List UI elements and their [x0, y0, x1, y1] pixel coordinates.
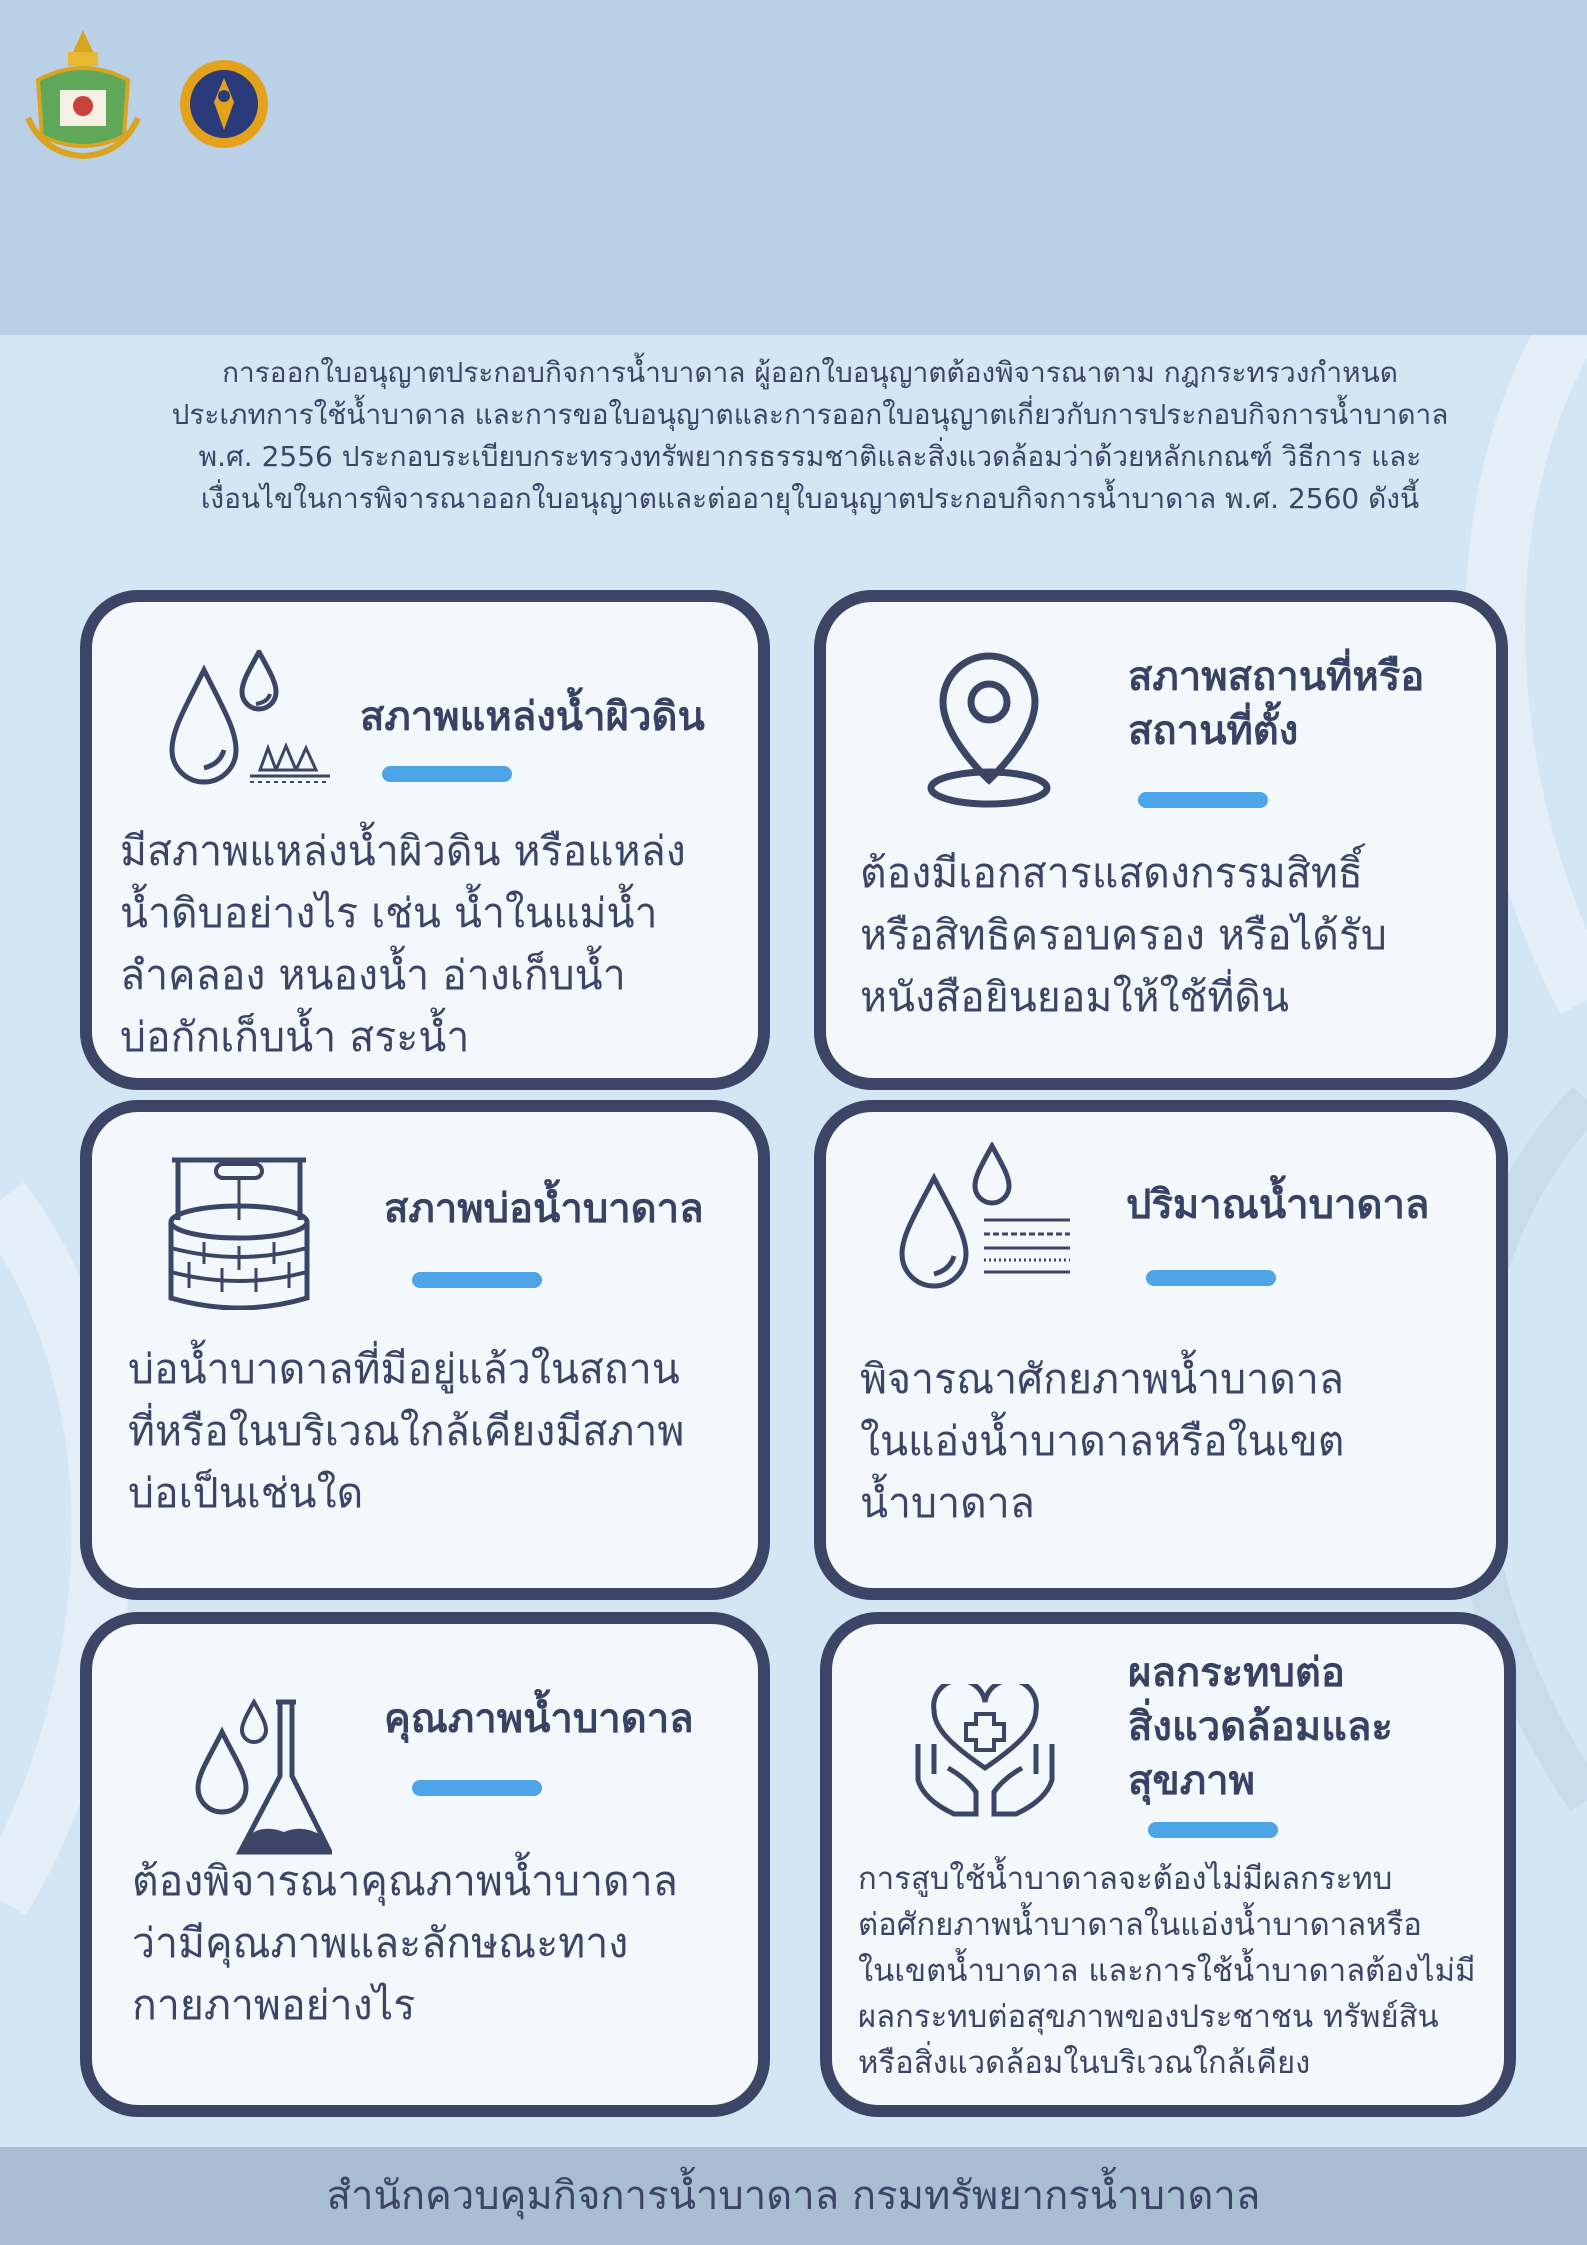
card-title: สภาพสถานที่หรือ สถานที่ตั้ง — [1128, 654, 1425, 754]
header-band — [0, 0, 1587, 335]
card-title: คุณภาพน้ำบาดาล — [384, 1696, 694, 1742]
water-drops-soil-layers-icon — [894, 1142, 1074, 1292]
card-body: พิจารณาศักยภาพน้ำบาดาล ในแอ่งน้ำบาดาลหรือในเขต น้ำบาดาล — [860, 1355, 1345, 1527]
intro-line: เงื่อนไขในการพิจารณาออกใบอนุญาตและต่ออายุใบอนุญาตประกอบกิจการน้ำบาดาล พ.ศ. 2560 ดังนี้ — [200, 482, 1420, 515]
accent-bar — [382, 766, 512, 782]
card-well-condition — [80, 1100, 770, 1600]
card-body: ต้องพิจารณาคุณภาพน้ำบาดาล ว่ามีคุณภาพและลักษณะทาง กายภาพอย่างไร — [132, 1857, 678, 2029]
card-groundwater-quality — [80, 1612, 770, 2117]
accent-bar — [412, 1272, 542, 1288]
footer-agency-name: สำนักควบคุมกิจการน้ำบาดาล กรมทรัพยากรน้ำบาดาล — [0, 2147, 1587, 2245]
card-body: บ่อน้ำบาดาลที่มีอยู่แล้วในสถาน ที่หรือในบริเวณใกล้เคียงมีสภาพ บ่อเป็นเช่นใด — [128, 1345, 685, 1517]
water-well-icon — [164, 1150, 314, 1310]
accent-bar — [412, 1780, 542, 1796]
location-pin-icon — [924, 650, 1054, 810]
card-body: ต้องมีเอกสารแสดงกรรมสิทธิ์ หรือสิทธิครอบครอง หรือได้รับ หนังสือยินยอมให้ใช้ที่ดิน — [860, 849, 1387, 1021]
card-body: มีสภาพแหล่งน้ำผิวดิน หรือแหล่ง น้ำดิบอย่างไร เช่น น้ำในแม่น้ำ ลำคลอง หนองน้ำ อ่างเก็บน้ำ บ่อกักเก็บน้ำ สระน้ำ — [120, 827, 686, 1061]
intro-line: ประเภทการใช้น้ำบาดาล และการขอใบอนุญาตและการออกใบอนุญาตเกี่ยวกับการประกอบกิจการน้ำบาดาล — [171, 398, 1449, 431]
card-site-location — [814, 590, 1508, 1090]
card-environment-health-impact — [820, 1612, 1516, 2117]
ministry-seal-logo — [24, 28, 142, 160]
intro-paragraph — [130, 352, 1490, 520]
card-surface-water — [80, 590, 770, 1090]
card-title: สภาพบ่อน้ำบาดาล — [384, 1186, 704, 1232]
card-title: ปริมาณน้ำบาดาล — [1126, 1182, 1430, 1228]
intro-line: พ.ศ. 2556 ประกอบระเบียบกระทรวงทรัพยากรธรรมชาติและสิ่งแวดล้อมว่าด้วยหลักเกณฑ์ วิธีการ และ — [198, 440, 1422, 473]
intro-line: การออกใบอนุญาตประกอบกิจการน้ำบาดาล ผู้ออกใบอนุญาตต้องพิจารณาตาม กฎกระทรวงกำหนด — [222, 356, 1398, 389]
department-groundwater-logo — [178, 52, 270, 152]
card-title: สภาพแหล่งน้ำผิวดิน — [360, 694, 705, 740]
accent-bar — [1146, 1270, 1276, 1286]
water-drops-forest-icon — [164, 650, 334, 790]
card-title: ผลกระทบต่อ สิ่งแวดล้อมและ สุขภาพ — [1128, 1650, 1393, 1804]
accent-bar — [1138, 792, 1268, 808]
health-heart-hands-icon — [910, 1684, 1060, 1824]
card-groundwater-quantity — [814, 1100, 1508, 1600]
card-body: การสูบใช้น้ำบาดาลจะต้องไม่มีผลกระทบ ต่อศักยภาพน้ำบาดาลในแอ่งน้ำบาดาลหรือ ในเขตน้ำบาดาล และการใช้น้ำบาดาลต้องไม่มี ผลกระทบต่อสุขภาพของประชาชน ทรัพย์สิน หรือสิ่งแวดล้อมในบริเวณใกล้เคียง — [858, 1861, 1476, 2081]
water-drops-flask-icon — [192, 1694, 332, 1864]
accent-bar — [1148, 1822, 1278, 1838]
